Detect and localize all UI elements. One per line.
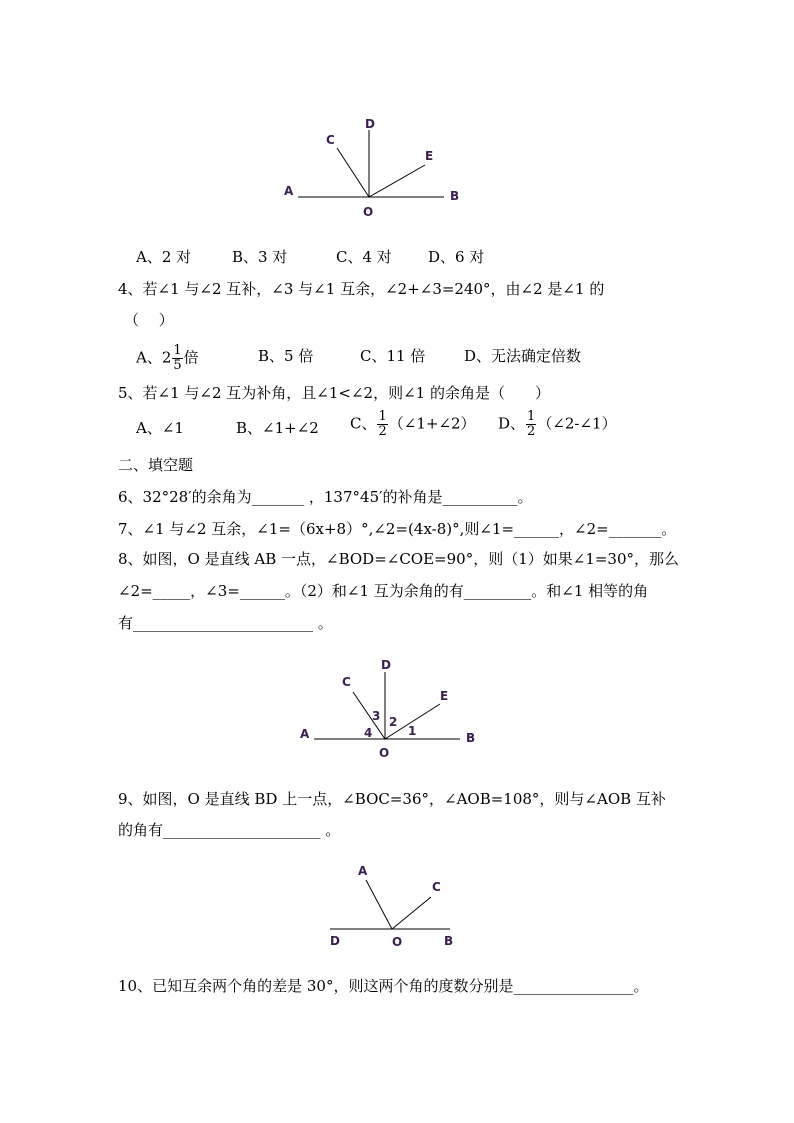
- q3-option-b: B、3 对: [232, 248, 288, 266]
- fig1-label-c: C: [326, 133, 335, 147]
- q3-option-d: D、6 对: [428, 248, 485, 266]
- q5-option-d-prefix: D、: [498, 414, 526, 433]
- q10-text: 10、已知互余两个角的差是 30°，则这两个角的度数分别是________________。: [118, 977, 649, 995]
- q5-c-denominator: 2: [378, 424, 387, 439]
- fig3-label-a: A: [358, 864, 368, 878]
- q5-option-d: [498, 410, 617, 439]
- q3-option-c: C、4 对: [336, 248, 392, 266]
- fig2-label-b: B: [466, 731, 476, 745]
- q4-option-a: [136, 344, 199, 373]
- fig1-label-e: E: [425, 149, 434, 163]
- q7-text: 7、∠1 与∠2 互余，∠1=（6x+8）°,∠2=(4x-8)°,则∠1=______，∠2=_______。: [118, 520, 677, 538]
- q4-stem: 4、若∠1 与∠2 互补，∠3 与∠1 互余，∠2+∠3=240°，由∠2 是∠1 的: [118, 280, 605, 298]
- q5-option-c-fraction: [377, 410, 387, 439]
- q5-option-d-fraction: [526, 410, 536, 439]
- q9-line-2: 的角有_____________________ 。: [118, 821, 341, 839]
- q5-option-a: A、∠1: [136, 419, 184, 437]
- q5-stem: 5、若∠1 与∠2 互为补角，且∠1<∠2，则∠1 的余角是（ ）: [118, 384, 550, 402]
- q5-d-numerator: 1: [527, 409, 536, 424]
- section-2-heading: 二、填空题: [118, 456, 194, 474]
- q3-option-a: A、2 对: [136, 248, 192, 266]
- q8-line-2: ∠2=_____，∠3=______。（2）和∠1 互为余角的有_________。和∠1 相等的角: [118, 582, 649, 600]
- q4-option-c: C、11 倍: [360, 347, 426, 365]
- fig2-label-d: D: [381, 658, 391, 672]
- q8-line-3: 有________________________ 。: [118, 614, 333, 632]
- fig2-label-e: E: [440, 689, 449, 703]
- q5-option-c-prefix: C、: [350, 414, 377, 433]
- q4-option-a-fraction: [172, 344, 182, 373]
- fig1-label-d: D: [365, 117, 375, 131]
- q4-option-b: B、5 倍: [258, 347, 314, 365]
- fig2-label-a: A: [300, 727, 310, 741]
- fig3-label-c: C: [432, 880, 441, 894]
- figure-2: [290, 652, 490, 767]
- q5-option-d-suffix: （∠2-∠1）: [537, 414, 617, 433]
- fig1-label-o: O: [363, 205, 374, 219]
- fig3-label-d: D: [330, 934, 340, 948]
- q8-line-1: 8、如图，O 是直线 AB 一点，∠BOD=∠COE=90°，则（1）如果∠1=30°，那么: [118, 550, 680, 568]
- q5-c-numerator: 1: [378, 409, 387, 424]
- q4-option-d: D、无法确定倍数: [464, 347, 582, 365]
- q4-fraction-numerator: 1: [173, 343, 182, 358]
- fig2-angle-2: 2: [389, 715, 398, 729]
- q5-d-denominator: 2: [527, 424, 536, 439]
- figure-1: [270, 110, 480, 225]
- q4-option-a-prefix: A、2: [136, 348, 172, 367]
- fig2-angle-3: 3: [372, 709, 381, 723]
- fig2-label-o: O: [379, 746, 390, 760]
- q5-option-c: [350, 410, 476, 439]
- fig2-angle-1: 1: [408, 724, 417, 738]
- q5-option-b: B、∠1+∠2: [236, 419, 319, 437]
- fig3-label-b: B: [444, 934, 454, 948]
- fig2-angle-4: 4: [364, 726, 373, 740]
- q5-option-c-suffix: （∠1+∠2）: [388, 414, 476, 433]
- q6-text: 6、32°28′的余角为_______ ，137°45′的补角是__________。: [118, 488, 533, 506]
- fig1-label-b: B: [450, 189, 460, 203]
- fig1-label-a: A: [284, 184, 294, 198]
- q4-paren: （ ）: [124, 311, 174, 329]
- fig2-label-c: C: [342, 675, 351, 689]
- figure-3: [320, 855, 470, 955]
- fig3-label-o: O: [392, 935, 403, 949]
- q4-fraction-denominator: 5: [173, 358, 182, 373]
- q4-option-a-suffix: 倍: [183, 348, 199, 367]
- q9-line-1: 9、如图，O 是直线 BD 上一点，∠BOC=36°，∠AOB=108°，则与∠AOB 互补: [118, 790, 666, 808]
